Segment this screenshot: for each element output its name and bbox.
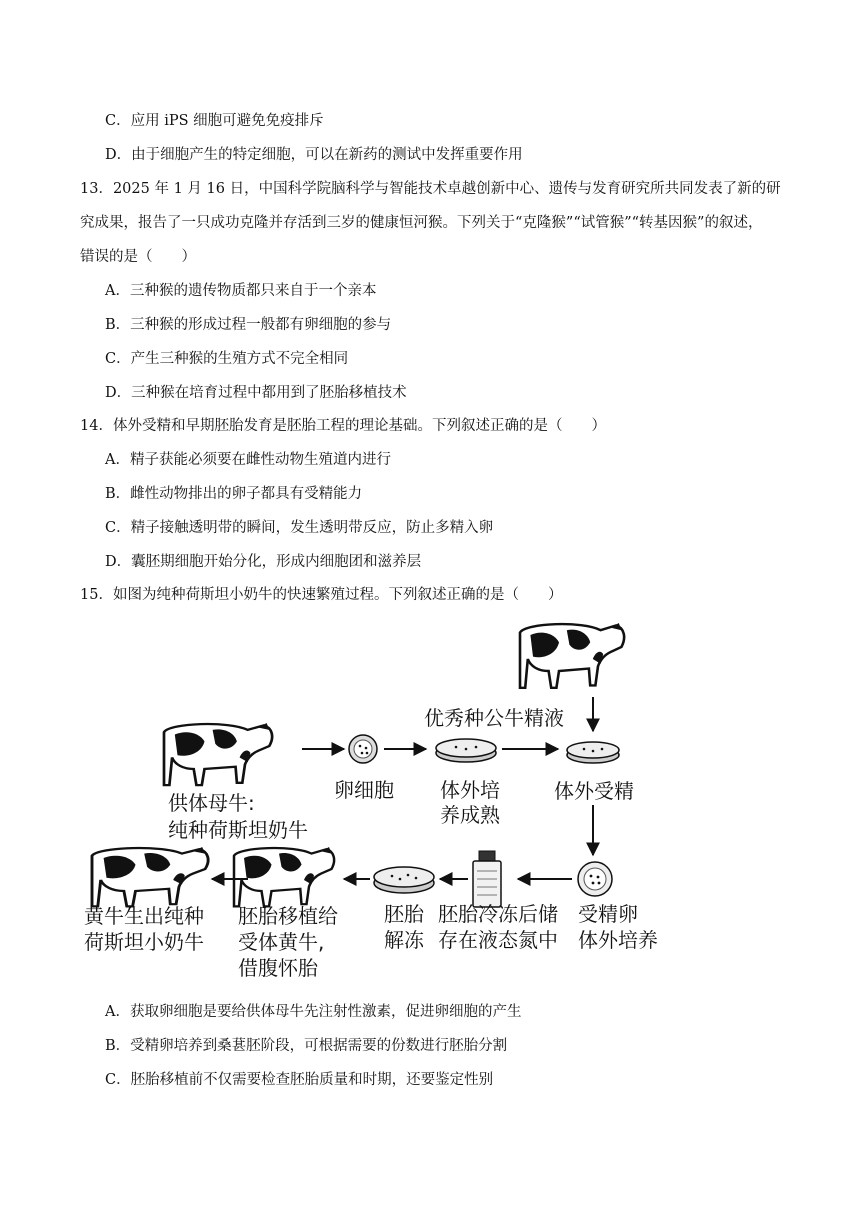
- q13-stem-line1: 13．2025 年 1 月 16 日，中国科学院脑科学与智能技术卓越创新中心、遗传与发育研究所共同发表了新的研: [80, 181, 781, 197]
- q14-option-b: B．雌性动物排出的卵子都具有受精能力: [105, 486, 363, 502]
- q12-option-d: D．由于细胞产生的特定细胞，可以在新药的测试中发挥重要作用: [105, 147, 523, 163]
- birth-label-2: 荷斯坦小奶牛: [84, 930, 204, 954]
- q13-stem-line3: 错误的是（ ）: [80, 249, 196, 265]
- q15-option-b: B．受精卵培养到桑葚胚阶段，可根据需要的份数进行胚胎分割: [105, 1038, 508, 1054]
- q15-option-a: A．获取卵细胞是要给供体母牛先注射性激素，促进卵细胞的产生: [105, 1004, 522, 1020]
- q14-option-a: A．精子获能必须要在雌性动物生殖道内进行: [105, 452, 391, 468]
- q13-stem-line2: 究成果，报告了一只成功克隆并存活到三岁的健康恒河猴。下列关于“克隆猴”“试管猴”“转基因猴”的叙述，: [80, 215, 763, 231]
- cattle-breeding-diagram: [78, 615, 688, 985]
- zygote-icon: [578, 862, 612, 896]
- transfer-label-3: 借腹怀胎: [238, 956, 318, 980]
- recipient-cow-icon: [234, 847, 334, 906]
- thaw-label-1: 胚胎: [384, 902, 424, 926]
- freeze-label-1: 胚胎冷冻后储: [438, 902, 558, 926]
- maturation-label-2: 养成熟: [440, 803, 500, 827]
- q13-option-a: A．三种猴的遗传物质都只来自于一个亲本: [105, 283, 377, 299]
- thaw-label-2: 解冻: [384, 928, 424, 952]
- q15-option-c: C．胚胎移植前不仅需要检查胚胎质量和时期，还要鉴定性别: [105, 1072, 494, 1088]
- donor-cow-label-1: 供体母牛:: [168, 791, 255, 815]
- q13-option-c: C．产生三种猴的生殖方式不完全相同: [105, 351, 349, 367]
- transfer-label-1: 胚胎移植给: [238, 904, 338, 928]
- donor-cow-label-2: 纯种荷斯坦奶牛: [168, 818, 308, 842]
- zygote-label-2: 体外培养: [578, 928, 658, 952]
- calf-cow-icon: [92, 847, 208, 906]
- donor-cow-icon: [164, 723, 272, 785]
- q14-option-d: D．囊胚期细胞开始分化，形成内细胞团和滋养层: [105, 554, 422, 570]
- q14-stem: 14．体外受精和早期胚胎发育是胚胎工程的理论基础。下列叙述正确的是（ ）: [80, 418, 606, 434]
- q15-stem: 15．如图为纯种荷斯坦小奶牛的快速繁殖过程。下列叙述正确的是（ ）: [80, 587, 563, 603]
- bull-icon: [520, 623, 624, 688]
- egg-cell-icon: [349, 735, 377, 763]
- bull-semen-label: 优秀种公牛精液: [424, 706, 564, 730]
- q13-option-b: B．三种猴的形成过程一般都有卵细胞的参与: [105, 317, 392, 333]
- egg-cell-label: 卵细胞: [334, 778, 394, 802]
- birth-label-1: 黄牛生出纯种: [84, 904, 204, 928]
- q14-option-c: C．精子接触透明带的瞬间，发生透明带反应，防止多精入卵: [105, 520, 494, 536]
- thaw-dish-icon: [374, 867, 434, 893]
- culture-dish-icon: [436, 739, 496, 762]
- liquid-nitrogen-bottle-icon: [473, 851, 501, 907]
- ivf-label: 体外受精: [554, 779, 634, 803]
- maturation-label-1: 体外培: [440, 778, 500, 802]
- ivf-dish-icon: [567, 742, 619, 763]
- transfer-label-2: 受体黄牛,: [238, 930, 325, 954]
- zygote-label-1: 受精卵: [578, 902, 638, 926]
- freeze-label-2: 存在液态氮中: [438, 928, 558, 952]
- q12-option-c: C．应用 iPS 细胞可避免免疫排斥: [105, 113, 324, 129]
- q13-option-d: D．三种猴在培育过程中都用到了胚胎移植技术: [105, 385, 407, 401]
